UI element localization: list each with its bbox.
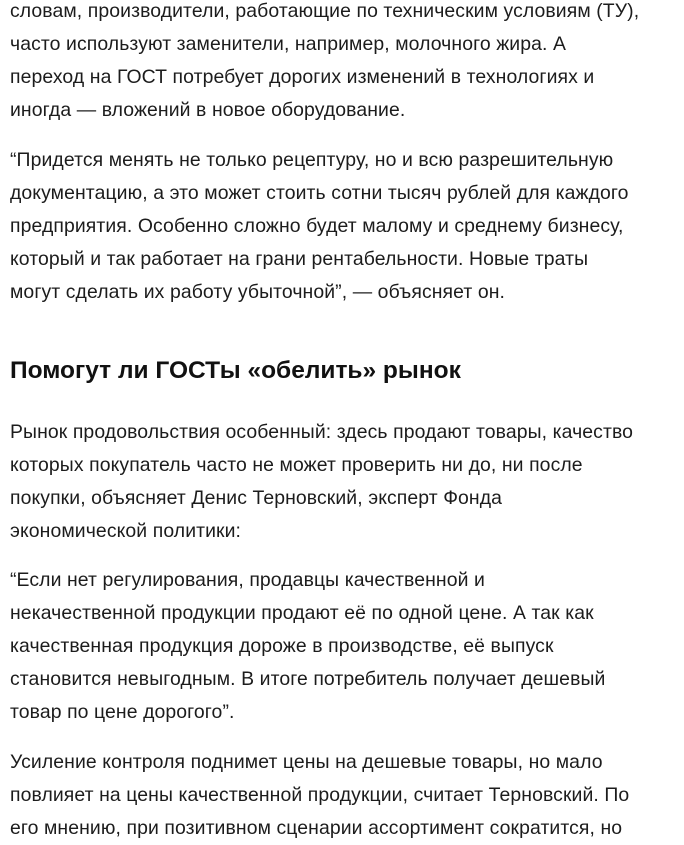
paragraph-line: некачественной продукции продают её по одной цене. А так как	[10, 602, 594, 624]
section-heading: Помогут ли ГОСТы «обелить» рынок	[10, 357, 461, 384]
paragraph-line: переход на ГОСТ потребует дорогих изменений в технологиях и	[10, 66, 595, 88]
paragraph-line: товар по цене дорогого”.	[10, 701, 235, 723]
paragraph-line: становится невыгодным. В итоге потребитель получает дешевый	[10, 668, 606, 690]
paragraph-line: его мнению, при позитивном сценарии ассортимент сократится, но	[10, 817, 623, 839]
paragraph-line: которых покупатель часто не может проверить ни до, ни после	[10, 454, 583, 476]
paragraph-line: Усиление контроля поднимет цены на дешевые товары, но мало	[10, 751, 603, 773]
paragraph-line: иногда — вложений в новое оборудование.	[10, 99, 406, 121]
paragraph-line: “Придется менять не только рецептуру, но и всю разрешительную	[10, 149, 614, 171]
paragraph-line: экономической политики:	[10, 520, 242, 542]
paragraph-line: предприятия. Особенно сложно будет малому и среднему бизнесу,	[10, 215, 624, 237]
paragraph-food-market	[10, 416, 633, 548]
paragraph-line: могут сделать их работу убыточной”, — объясняет он.	[10, 281, 506, 303]
paragraph-line: “Если нет регулирования, продавцы качественной и	[10, 569, 485, 591]
paragraph-line: качественная продукция дороже в производстве, её выпуск	[10, 635, 554, 657]
quote-regulation	[10, 564, 605, 729]
paragraph-price-control	[10, 746, 629, 845]
paragraph-line: повлияет на цены качественной продукции, считает Терновский. По	[10, 784, 630, 806]
paragraph-tu-substitutes	[10, 0, 639, 127]
quote-recipe-change	[10, 144, 629, 309]
paragraph-line: словам, производители, работающие по техническим условиям (ТУ),	[10, 0, 640, 22]
paragraph-line: покупки, объясняет Денис Терновский, эксперт Фонда	[10, 487, 503, 509]
paragraph-line: Рынок продовольствия особенный: здесь продают товары, качество	[10, 421, 634, 443]
paragraph-line: документацию, а это может стоить сотни тысяч рублей для каждого	[10, 182, 629, 204]
paragraph-line: который и так работает на грани рентабельности. Новые траты	[10, 248, 589, 270]
paragraph-line: часто используют заменители, например, молочного жира. А	[10, 33, 566, 55]
